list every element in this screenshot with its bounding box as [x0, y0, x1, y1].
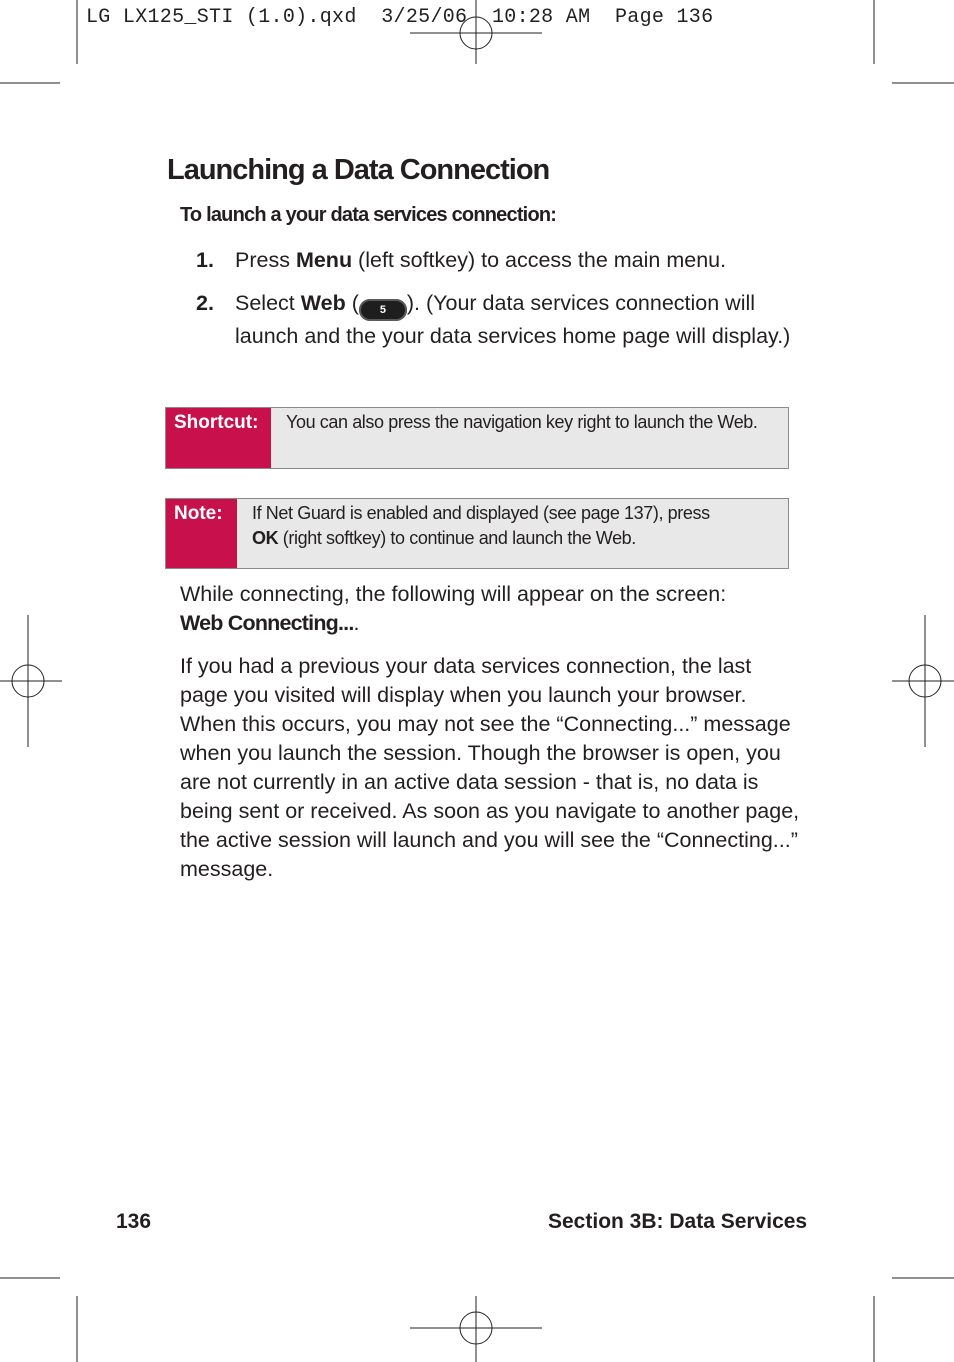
web-menu-name: Web: [300, 291, 346, 315]
step-text: Select Web ( 5 ). (Your data services connection will launch and the your data services home page will display.): [235, 291, 791, 348]
file-slug: LG LX125_STI (1.0).qxd 3/25/06 10:28 AM Page 136: [86, 6, 714, 29]
section-footer: Section 3B: Data Services: [548, 1210, 808, 1233]
connecting-message: Web Connecting...: [180, 611, 354, 635]
page-number: 136: [116, 1210, 152, 1233]
ok-key-name: OK: [252, 528, 279, 548]
page-title: Launching a Data Connection: [167, 154, 550, 186]
note-box: [165, 498, 789, 569]
connecting-paragraph: While connecting, the following will appear on the screen: Web Connecting....: [180, 582, 727, 635]
shortcut-text: You can also press the navigation key right to launch the Web.: [286, 412, 758, 432]
procedure-heading: To launch a your data services connection:: [180, 204, 557, 226]
note-label: Note:: [166, 499, 237, 568]
step-text: Press Menu (left softkey) to access the main menu.: [235, 248, 727, 272]
note-text: If Net Guard is enabled and displayed (see page 137), press OK (right softkey) to continue and launch the Web.: [252, 503, 710, 548]
session-paragraph: If you had a previous your data services connection, the last page you visited will display when you launch your browser. When this occurs, you may not see the “Connecting...” message when you launch the session. Though the browser is open, you are not currently in an active data session - that is, no data is being sent or received. As soon as you navigate to another page, the active session will launch and you will see the “Connecting...” message.: [180, 654, 800, 881]
menu-key-name: Menu: [295, 248, 353, 272]
step-number: 1.: [196, 248, 214, 272]
shortcut-label: Shortcut:: [166, 408, 271, 468]
keypad-5-icon: 5: [359, 299, 407, 321]
step-number: 2.: [196, 291, 214, 315]
shortcut-box: [165, 407, 789, 469]
